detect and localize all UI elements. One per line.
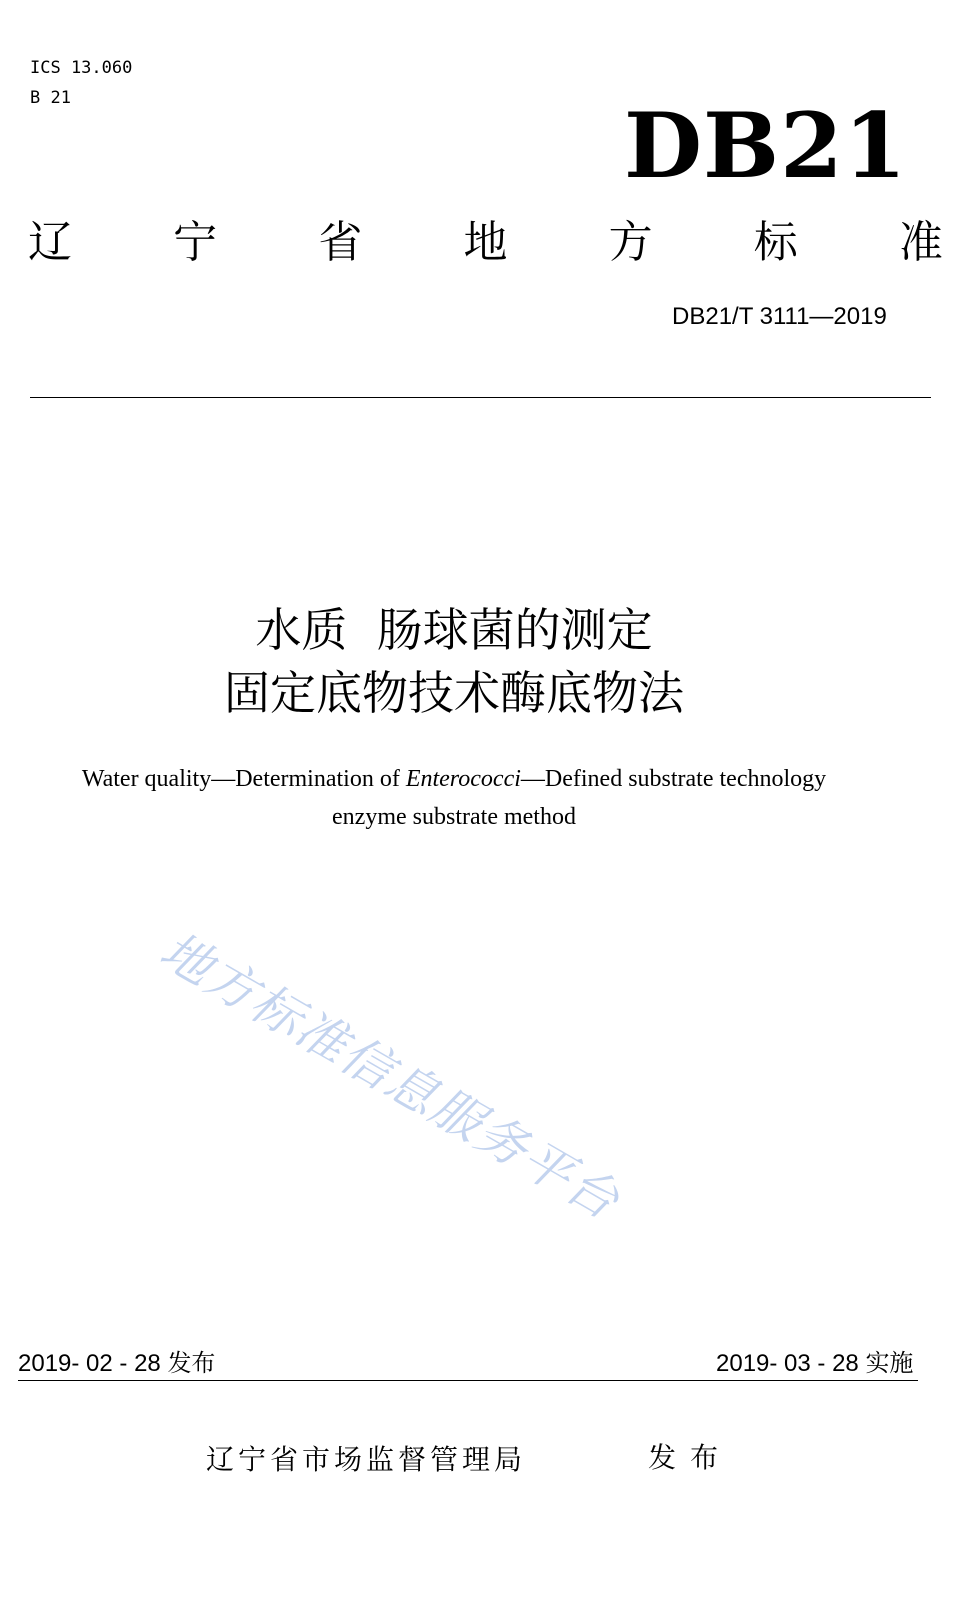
publish-label: 发布 <box>648 1441 733 1474</box>
watermark: 地方标准信息服务平台 <box>150 920 630 1232</box>
issuing-authority: 辽宁省市场监督管理局 <box>206 1443 527 1476</box>
title-english-line-2: enzyme substrate method <box>332 804 576 830</box>
title-english-part: —Defined substrate technology <box>520 766 827 792</box>
header-divider <box>30 397 931 398</box>
standard-type-char: 准 <box>898 217 943 268</box>
issue-date: 2019- 02 - 28 发布 <box>18 1350 216 1377</box>
title-english-organism: Enterococci <box>405 766 521 792</box>
footer-divider <box>18 1380 918 1381</box>
ics-code: ICS 13.060 <box>30 58 133 78</box>
title-english-line-1 <box>0 764 908 794</box>
standard-type-char: 方 <box>608 217 653 268</box>
title-chinese-line-1: 水质 肠球菌的测定 <box>255 603 653 657</box>
title-chinese-line-2: 固定底物技术酶底物法 <box>224 666 684 720</box>
standard-type-heading <box>28 215 943 271</box>
title-english-part: Water quality—Determination of <box>81 766 406 792</box>
standard-number: DB21/T 3111—2019 <box>672 303 887 330</box>
implementation-date: 2019- 03 - 28 实施 <box>716 1350 914 1377</box>
standard-logo: DB21 <box>624 93 908 199</box>
classification-code: B 21 <box>30 88 71 108</box>
standard-type-char: 宁 <box>173 217 218 268</box>
standard-type-char: 省 <box>318 217 363 268</box>
standard-type-char: 地 <box>463 217 508 268</box>
standard-type-char: 标 <box>753 217 798 268</box>
standard-type-char: 辽 <box>28 217 72 268</box>
